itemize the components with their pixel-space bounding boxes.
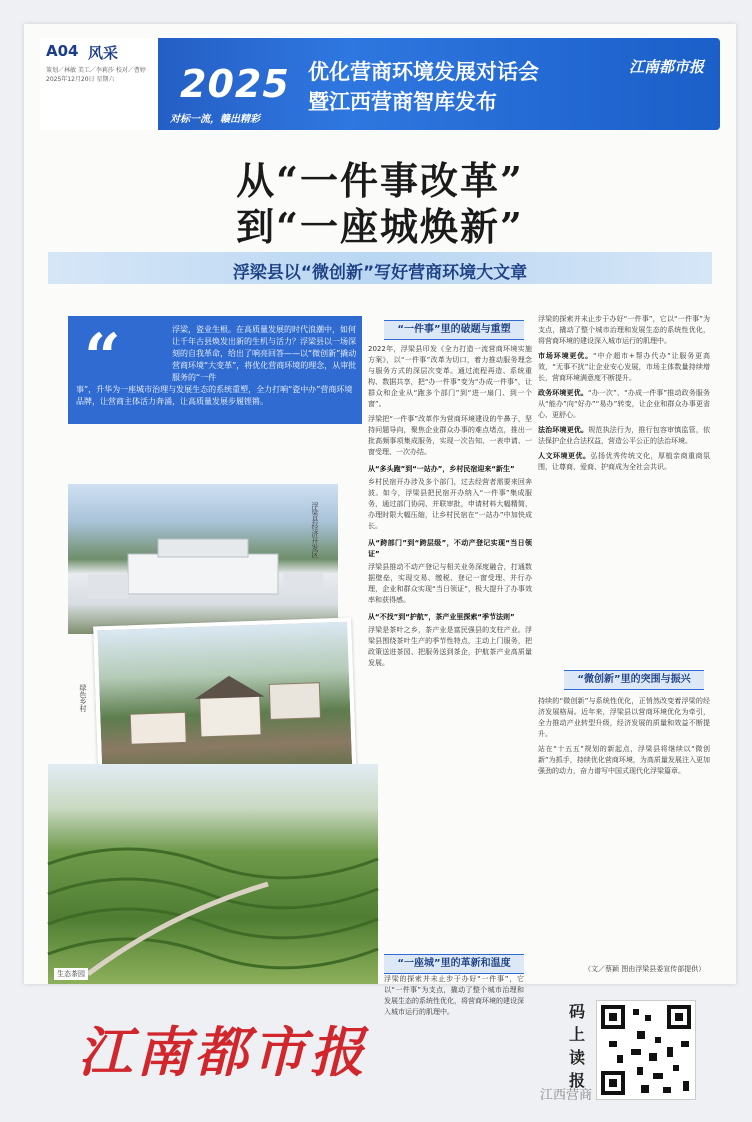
paragraph: 浮梁是茶叶之乡，茶产业是富民强县的支柱产业。浮梁县围绕茶叶生产的季节性特点，主动上门服务，把政策送进茶园、把服务送到茶企，护航茶产业高质量发展。: [368, 626, 532, 667]
photo-caption-1: 浮梁县经济开发区: [311, 502, 319, 558]
section-heading-3: “微创新”里的突围与振兴: [564, 670, 704, 690]
lead-text-2: 事”，升华为一座城市治理与发展生态的系统重塑，全力打响“瓷中办”营商环境品牌，让营商主体活力奔涌，让高质量发展步履铿锵。: [76, 385, 353, 406]
dev-zone-illustration: [68, 484, 338, 634]
paragraph: 浮梁的探索并未止步于办好“一件事”，它以“一件事”为支点，撬动了整个城市治理和发展生态的系统性优化，将营商环境的建设深入城市运行的肌理中。: [384, 975, 524, 1016]
paragraph: 2022年，浮梁县印发《全力打造一流营商环境实施方案》，以“一件事”改革为切口，着力推动服务理念与服务方式的深层次变革。通过流程再造、系统重构、数据共享，把“办一件事”变为“办成一件事”，让群众和企业从“跑多个部门”到“进一扇门、到一个窗”。: [368, 345, 532, 408]
paragraph: 持续的“微创新”与系统性优化，正悄然改变着浮梁的经济发展格局。近年来，浮梁县以营商环境优化为牵引，全力推动产业转型升级，经济发展的质量和效益不断提升。: [538, 697, 710, 738]
paragraph: 浮梁把“一件事”改革作为营商环境建设的牛鼻子，坚持问题导向，聚焦企业群众办事的难点堵点，推出一批高频事项集成服务，实现一次告知、一表申请、一窗受理、一次办结。: [368, 415, 532, 456]
wechat-watermark: 江西营商: [540, 1088, 593, 1103]
paragraph: 浮梁的探索并未止步于办好“一件事”，它以“一件事”为支点，撬动了整个城市治理和发展生态的系统性优化，将营商环境的建设深入城市运行的肌理中。: [538, 315, 710, 345]
photo-caption-2: 绿色乡村: [79, 684, 87, 712]
subheading: 政务环境更优。: [538, 389, 588, 397]
paragraph: “中介超市+帮办代办”让服务更高效，“无事不扰”让企业安心发展，市场主体数量持续增长，营商环境满意度不断提升。: [538, 352, 711, 382]
photo-caption-3: 生态茶园: [54, 968, 88, 980]
headline-line1: 从“一件事改革”: [236, 158, 524, 203]
masthead-logo: 江南都市报: [78, 1020, 368, 1084]
lead-text-1: 浮梁，瓷业生根。在高质量发展的时代浪潮中，如何让千年古县焕发出新的生机与活力？浮梁县以一场深刻的自我革命，给出了响亮回答——以“微创新”撬动营商环境“大变革”，将优化营商环境的理念，从审批服务的“一件: [172, 325, 357, 382]
page-number: A04: [46, 42, 79, 60]
photo-dev-zone: [68, 484, 338, 634]
subtitle: 浮梁县以“微创新”写好营商环境大文章: [232, 263, 528, 283]
section-heading-2: “一座城”里的革新和温度: [384, 954, 524, 974]
headline-line2: 到“一座城焕新”: [236, 204, 524, 249]
subheading: 从“不找”到“护航”，茶产业里探索“季节法则”: [368, 613, 515, 621]
article-column-a: [368, 344, 532, 673]
section-heading-1: “一件事”里的破题与重塑: [384, 320, 524, 340]
credits: [46, 66, 156, 84]
newspaper-page: [24, 24, 736, 1016]
article-column-b: [538, 314, 710, 477]
photo-tea-garden: [48, 764, 378, 984]
tea-garden-illustration: [48, 764, 378, 984]
subheading: 法治环境更优。: [538, 426, 589, 434]
event-title-line1: 优化营商环境发展对话会: [308, 60, 539, 84]
byline: （文／蔡颖 图由浮梁县委宣传部提供）: [584, 965, 706, 973]
article-column-c: [538, 696, 710, 781]
brand-logo-small: 江南都市报: [628, 58, 704, 76]
subheading: 市场环境更优。: [538, 352, 594, 360]
paragraph: 站在“十五五”规划的新起点，浮梁县将继续以“微创新”为抓手，持续优化营商环境，为高质量发展注入更加强劲的动力，奋力谱写中国式现代化浮梁篇章。: [538, 745, 710, 775]
page-banner: [40, 38, 720, 130]
paragraph: “办一次”、“办成一件事”推动政务服务从“能办”向“好办”“易办”转变，让企业和群众办事更省心、更舒心。: [538, 389, 710, 419]
paragraph: 浮梁县推动不动产登记与相关业务深度融合，打通数据壁垒，实现交易、缴税、登记一窗受理、并行办理，企业和群众实现“当日领证”，极大提升了办事效率和获得感。: [368, 563, 532, 604]
subheading: 人文环境更优。: [538, 452, 591, 460]
event-title-line2: 暨江西营商智库发布: [308, 90, 497, 114]
quote-icon: “: [84, 320, 121, 395]
credits-date: 2025年12月20日 星期六: [46, 76, 115, 83]
paragraph: 弘扬优秀传统文化，厚植亲商重商氛围，让尊商、爱商、护商成为全社会共识。: [538, 452, 710, 471]
subheading: 从“多头跑”到“一站办”，乡村民宿迎来“新生”: [368, 465, 515, 473]
paragraph: 乡村民宿开办涉及多个部门，过去经营者需要来回奔波。如今，浮梁县把民宿开办纳入“一件事”集成服务，通过部门协同、并联审批，申请材料大幅精简，办理时限大幅压缩，让乡村民宿在“一站办”中加快成长。: [368, 478, 532, 530]
credits-staff: 策划／林敏 美工／李莉莎 校对／曹婷: [46, 67, 146, 74]
subheading: 从“跨部门”到“跨层级”，不动产登记实现“当日领证”: [368, 539, 532, 558]
section-name: 风采: [88, 44, 119, 62]
qr-code-icon[interactable]: [596, 1000, 696, 1100]
event-year: 2025: [180, 62, 290, 106]
scan-to-read-label: 码上读报: [568, 1002, 585, 1090]
paragraph: 规范执法行为，推行包容审慎监管，依法保护企业合法权益，营造公平公正的法治环境。: [538, 426, 711, 445]
event-slogan: 对标一流，赣出精彩: [170, 114, 260, 125]
page-info-panel: [40, 38, 158, 130]
